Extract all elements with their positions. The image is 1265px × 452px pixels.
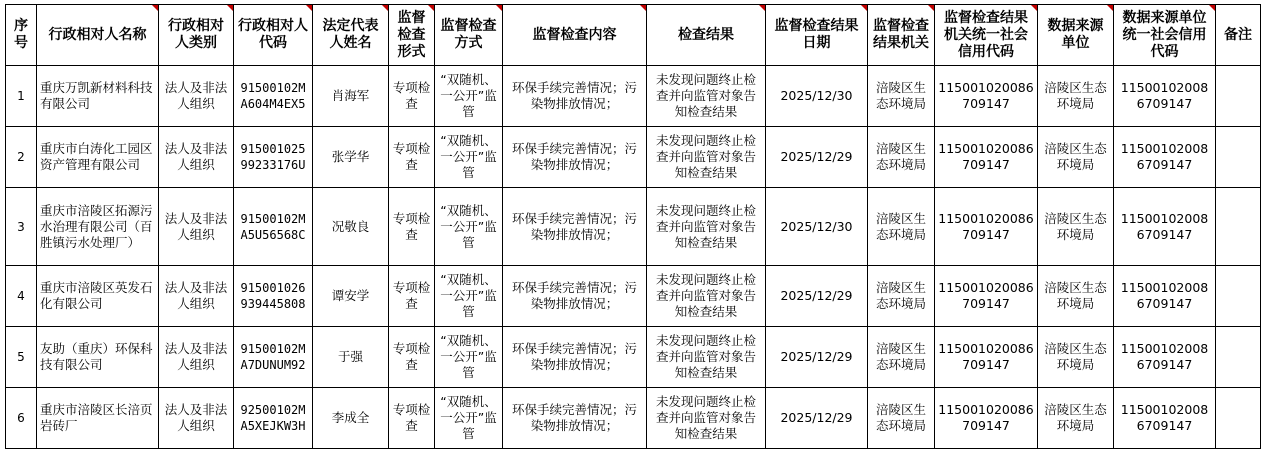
comment-flag-icon xyxy=(759,5,765,11)
cell-form: 专项检查 xyxy=(389,66,435,127)
cell-rep: 于强 xyxy=(313,327,389,388)
cell-note xyxy=(1216,327,1261,388)
header-org-code-label: 监督检查结果机关统一社会信用代码 xyxy=(944,9,1028,60)
comment-flag-icon xyxy=(382,5,388,11)
header-date-label: 监督检查结果日期 xyxy=(774,18,859,51)
cell-code: 91500102599233176U xyxy=(234,127,313,188)
cell-source-code: 115001020086709147 xyxy=(1114,188,1216,266)
cell-org-code: 115001020086709147 xyxy=(935,388,1038,449)
cell-method: “双随机、一公开”监管 xyxy=(435,66,503,127)
supervision-table xyxy=(5,4,1261,449)
cell-note xyxy=(1216,127,1261,188)
cell-org: 涪陵区生态环境局 xyxy=(868,388,935,449)
header-name-label: 行政相对人名称 xyxy=(48,26,147,43)
cell-org-code: 115001020086709147 xyxy=(935,188,1038,266)
cell-result: 未发现问题终止检查并向监管对象告知检查结果 xyxy=(647,66,766,127)
cell-code: 915001026939445808 xyxy=(234,266,313,327)
cell-source: 涪陵区生态环境局 xyxy=(1038,327,1114,388)
cell-note xyxy=(1216,266,1261,327)
cell-date: 2025/12/29 xyxy=(766,327,868,388)
comment-flag-icon xyxy=(428,5,434,11)
cell-note xyxy=(1216,66,1261,127)
cell-index: 2 xyxy=(6,127,37,188)
cell-note xyxy=(1216,188,1261,266)
cell-date: 2025/12/29 xyxy=(766,127,868,188)
header-org-code xyxy=(935,5,1038,66)
cell-content: 环保手续完善情况；污染物排放情况； xyxy=(503,388,647,449)
cell-content: 环保手续完善情况；污染物排放情况； xyxy=(503,188,647,266)
table-row xyxy=(6,127,1261,188)
cell-org: 涪陵区生态环境局 xyxy=(868,266,935,327)
cell-code: 91500102MA5U56568C xyxy=(234,188,313,266)
table-row xyxy=(6,388,1261,449)
cell-date: 2025/12/29 xyxy=(766,388,868,449)
table-row xyxy=(6,188,1261,266)
cell-rep: 肖海军 xyxy=(313,66,389,127)
header-source-label: 数据来源单位 xyxy=(1047,18,1104,51)
cell-org-code: 115001020086709147 xyxy=(935,327,1038,388)
comment-flag-icon xyxy=(861,5,867,11)
cell-name: 重庆市涪陵区拓源污水治理有限公司（百胜镇污水处理厂） xyxy=(37,188,159,266)
header-rep xyxy=(313,5,389,66)
header-code-label: 行政相对人代码 xyxy=(238,18,308,51)
cell-category: 法人及非法人组织 xyxy=(159,327,234,388)
cell-org-code: 115001020086709147 xyxy=(935,127,1038,188)
header-code xyxy=(234,5,313,66)
cell-org: 涪陵区生态环境局 xyxy=(868,327,935,388)
comment-flag-icon xyxy=(1107,5,1113,11)
cell-result: 未发现问题终止检查并向监管对象告知检查结果 xyxy=(647,188,766,266)
cell-method: “双随机、一公开”监管 xyxy=(435,388,503,449)
cell-source-code: 115001020086709147 xyxy=(1114,388,1216,449)
cell-content: 环保手续完善情况；污染物排放情况； xyxy=(503,127,647,188)
table-row xyxy=(6,327,1261,388)
header-result xyxy=(647,5,766,66)
cell-category: 法人及非法人组织 xyxy=(159,127,234,188)
cell-form: 专项检查 xyxy=(389,127,435,188)
cell-form: 专项检查 xyxy=(389,266,435,327)
cell-category: 法人及非法人组织 xyxy=(159,266,234,327)
cell-method: “双随机、一公开”监管 xyxy=(435,127,503,188)
table-row xyxy=(6,266,1261,327)
cell-category: 法人及非法人组织 xyxy=(159,188,234,266)
header-source-code xyxy=(1114,5,1216,66)
cell-name: 重庆万凯新材料科技有限公司 xyxy=(37,66,159,127)
cell-content: 环保手续完善情况；污染物排放情况； xyxy=(503,266,647,327)
comment-flag-icon xyxy=(227,5,233,11)
cell-method: “双随机、一公开”监管 xyxy=(435,327,503,388)
comment-flag-icon xyxy=(152,5,158,11)
cell-org: 涪陵区生态环境局 xyxy=(868,188,935,266)
header-note xyxy=(1216,5,1261,66)
cell-org: 涪陵区生态环境局 xyxy=(868,127,935,188)
cell-org-code: 115001020086709147 xyxy=(935,266,1038,327)
cell-name: 友助（重庆）环保科技有限公司 xyxy=(37,327,159,388)
cell-source-code: 115001020086709147 xyxy=(1114,327,1216,388)
cell-note xyxy=(1216,388,1261,449)
comment-flag-icon xyxy=(496,5,502,11)
header-index xyxy=(6,5,37,66)
cell-rep: 李成全 xyxy=(313,388,389,449)
cell-content: 环保手续完善情况；污染物排放情况； xyxy=(503,66,647,127)
header-result-label: 检查结果 xyxy=(678,26,734,43)
cell-result: 未发现问题终止检查并向监管对象告知检查结果 xyxy=(647,127,766,188)
cell-code: 91500102MA7DUNUM92 xyxy=(234,327,313,388)
cell-source: 涪陵区生态环境局 xyxy=(1038,388,1114,449)
header-source xyxy=(1038,5,1114,66)
cell-date: 2025/12/30 xyxy=(766,188,868,266)
cell-rep: 况敬良 xyxy=(313,188,389,266)
cell-source-code: 115001020086709147 xyxy=(1114,266,1216,327)
cell-source: 涪陵区生态环境局 xyxy=(1038,127,1114,188)
cell-rep: 张学华 xyxy=(313,127,389,188)
comment-flag-icon xyxy=(1031,5,1037,11)
header-rep-label: 法定代表人姓名 xyxy=(322,18,379,51)
cell-category: 法人及非法人组织 xyxy=(159,66,234,127)
table-row xyxy=(6,66,1261,127)
header-form-label: 监督检查形式 xyxy=(397,9,426,60)
cell-source: 涪陵区生态环境局 xyxy=(1038,266,1114,327)
cell-form: 专项检查 xyxy=(389,388,435,449)
cell-code: 91500102MA604M4EX5 xyxy=(234,66,313,127)
cell-code: 92500102MA5XEJKW3H xyxy=(234,388,313,449)
cell-method: “双随机、一公开”监管 xyxy=(435,188,503,266)
header-org-label: 监督检查结果机关 xyxy=(873,18,929,51)
header-note-label: 备注 xyxy=(1224,26,1252,43)
cell-source: 涪陵区生态环境局 xyxy=(1038,188,1114,266)
header-index-label: 序号 xyxy=(14,18,28,51)
comment-flag-icon xyxy=(640,5,646,11)
cell-index: 3 xyxy=(6,188,37,266)
header-source-code-label: 数据来源单位统一社会信用代码 xyxy=(1122,9,1207,60)
cell-index: 1 xyxy=(6,66,37,127)
cell-result: 未发现问题终止检查并向监管对象告知检查结果 xyxy=(647,327,766,388)
cell-index: 4 xyxy=(6,266,37,327)
cell-source: 涪陵区生态环境局 xyxy=(1038,66,1114,127)
header-org xyxy=(868,5,935,66)
cell-name: 重庆市涪陵区英发石化有限公司 xyxy=(37,266,159,327)
comment-flag-icon xyxy=(928,5,934,11)
cell-source-code: 115001020086709147 xyxy=(1114,127,1216,188)
cell-content: 环保手续完善情况；污染物排放情况； xyxy=(503,327,647,388)
header-form xyxy=(389,5,435,66)
header-content xyxy=(503,5,647,66)
cell-result: 未发现问题终止检查并向监管对象告知检查结果 xyxy=(647,266,766,327)
cell-index: 6 xyxy=(6,388,37,449)
header-row xyxy=(6,5,1261,66)
cell-rep: 谭安学 xyxy=(313,266,389,327)
cell-result: 未发现问题终止检查并向监管对象告知检查结果 xyxy=(647,388,766,449)
cell-org-code: 11500102008670914​7 xyxy=(935,66,1038,127)
cell-name: 重庆市涪陵区长涪页岩砖厂 xyxy=(37,388,159,449)
cell-form: 专项检查 xyxy=(389,188,435,266)
header-name xyxy=(37,5,159,66)
header-content-label: 监督检查内容 xyxy=(532,26,617,43)
cell-index: 5 xyxy=(6,327,37,388)
cell-org: 涪陵区生态环境局 xyxy=(868,66,935,127)
header-date xyxy=(766,5,868,66)
cell-form: 专项检查 xyxy=(389,327,435,388)
cell-date: 2025/12/30 xyxy=(766,66,868,127)
header-method-label: 监督检查方式 xyxy=(440,18,497,51)
cell-date: 2025/12/29 xyxy=(766,266,868,327)
header-category xyxy=(159,5,234,66)
cell-source-code: 11500102008670914​7 xyxy=(1114,66,1216,127)
cell-name: 重庆市白涛化工园区资产管理有限公司 xyxy=(37,127,159,188)
comment-flag-icon xyxy=(1209,5,1215,11)
comment-flag-icon xyxy=(306,5,312,11)
header-method xyxy=(435,5,503,66)
cell-method: “双随机、一公开”监管 xyxy=(435,266,503,327)
cell-category: 法人及非法人组织 xyxy=(159,388,234,449)
header-category-label: 行政相对人类别 xyxy=(168,18,224,51)
